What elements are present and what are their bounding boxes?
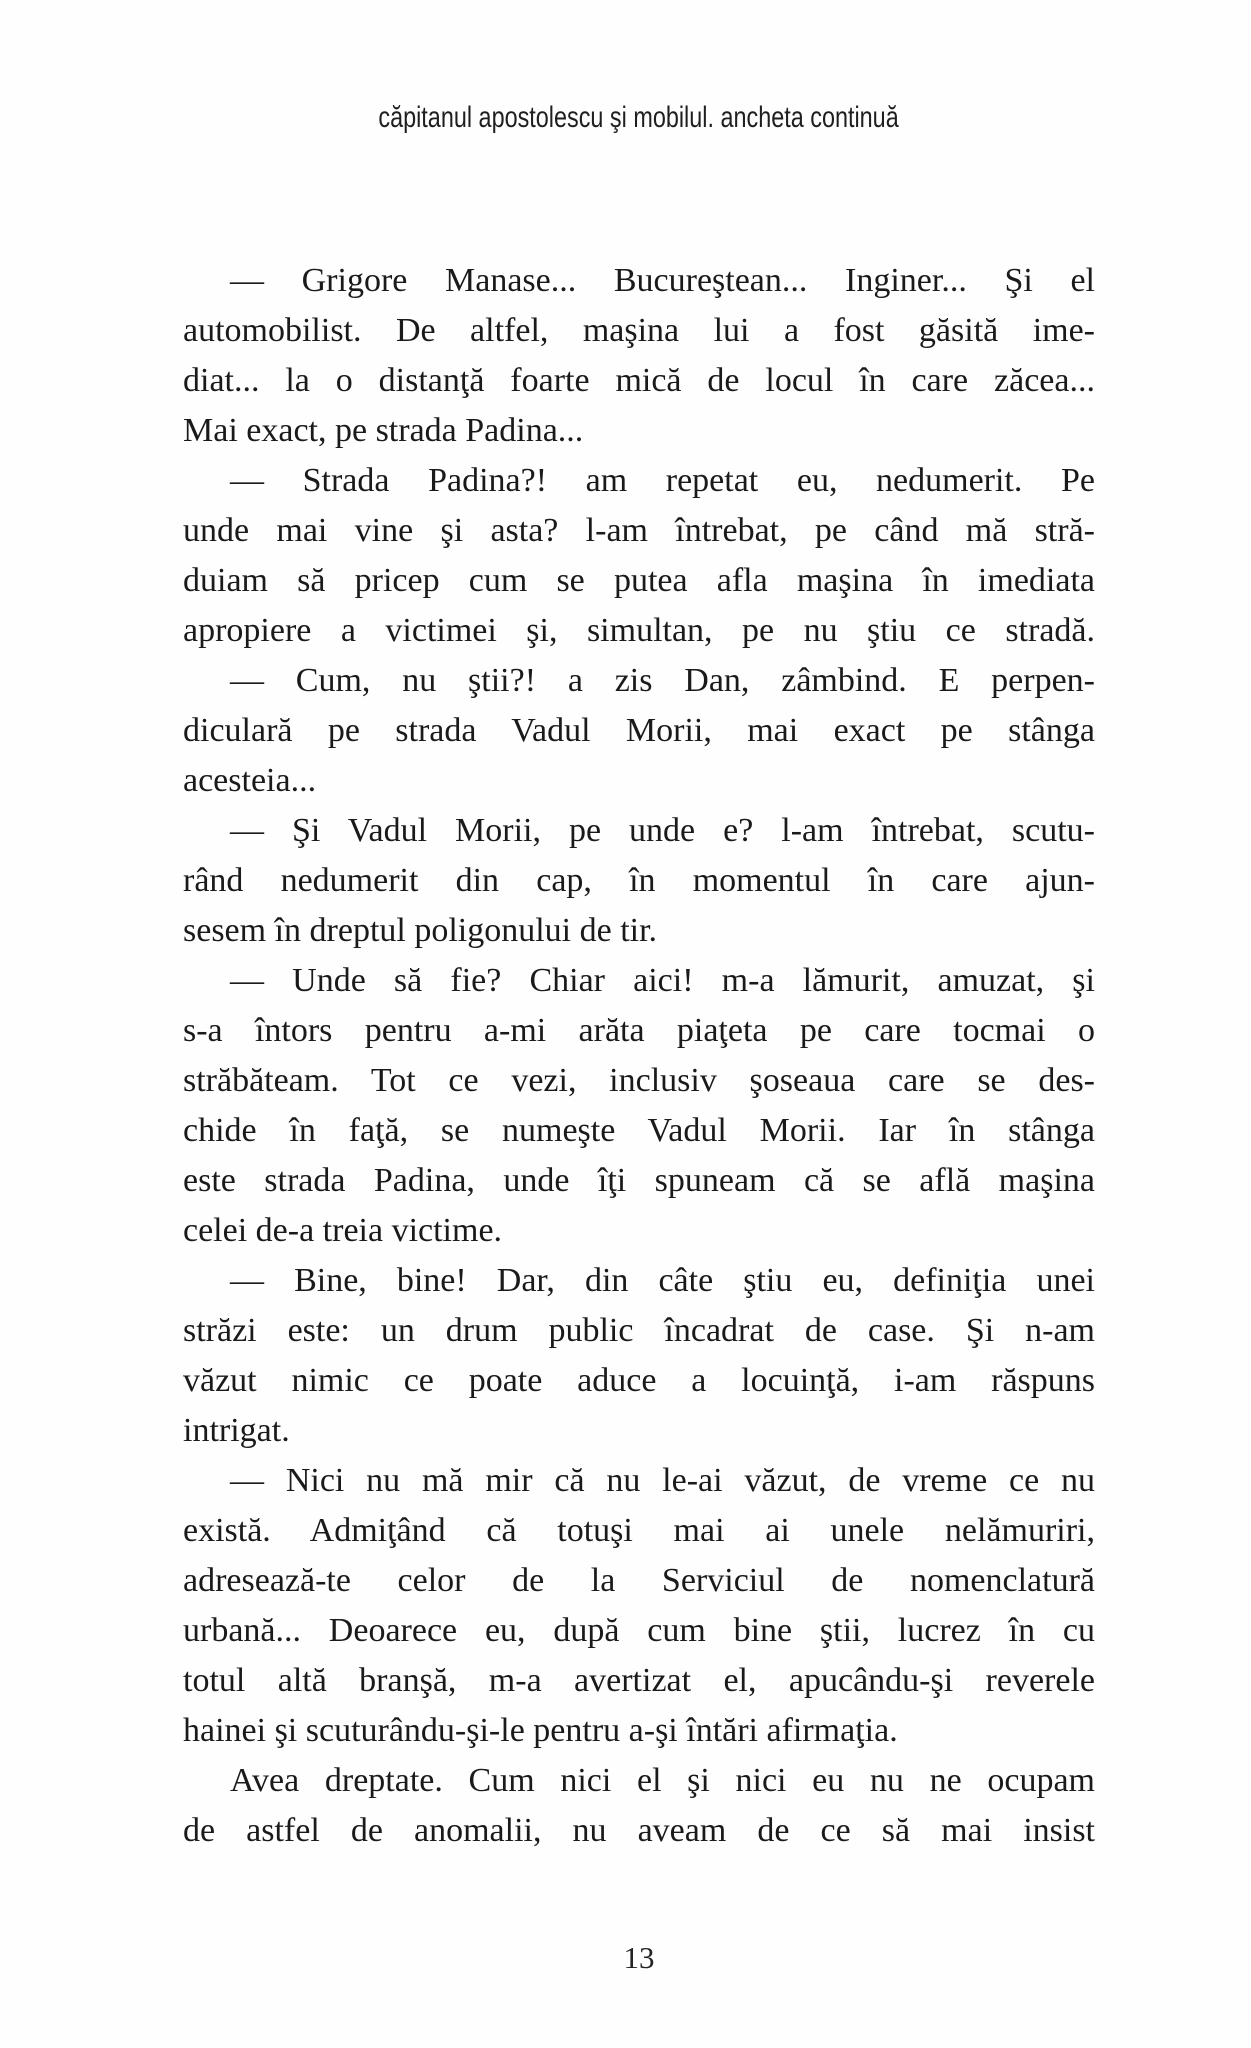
text-line: apropiere a victimei şi, simultan, pe nu ştiu ce stradă. <box>183 612 1095 649</box>
paragraph <box>183 456 1095 656</box>
running-header <box>183 100 1095 136</box>
paragraph <box>183 1756 1095 1856</box>
text-line: s-a întors pentru a-mi arăta piaţeta pe care tocmai o <box>183 1012 1095 1049</box>
text-line: hainei şi scuturându-şi-le pentru a-şi întări afirmaţia. <box>183 1712 898 1749</box>
text-line: — Grigore Manase... Bucureştean... Inginer... Şi el <box>230 262 1095 299</box>
text-line: sesem în dreptul poligonului de tir. <box>183 912 658 949</box>
text-line: — Unde să fie? Chiar aici! m-a lămurit, amuzat, şi <box>230 962 1095 999</box>
text-line: totul altă branşă, m-a avertizat el, apucându-şi reverele <box>183 1662 1095 1699</box>
text-line: diat... la o distanţă foarte mică de locul în care zăcea... <box>183 362 1095 399</box>
text-line: Avea dreptate. Cum nici el şi nici eu nu ne ocupam <box>230 1762 1095 1799</box>
text-line: străzi este: un drum public încadrat de case. Şi n-am <box>183 1312 1095 1349</box>
text-line: unde mai vine şi asta? l-am întrebat, pe când mă stră- <box>183 512 1095 549</box>
running-header-text: căpitanul apostolescu şi mobilul. ancheta continuă <box>378 101 900 134</box>
text-line: — Cum, nu ştii?! a zis Dan, zâmbind. E perpen- <box>230 662 1095 699</box>
text-line: rând nedumerit din cap, în momentul în care ajun- <box>183 862 1095 899</box>
paragraph <box>183 956 1095 1256</box>
text-line: duiam să pricep cum se putea afla maşina în imediata <box>183 562 1095 599</box>
text-line: văzut nimic ce poate aduce a locuinţă, i-am răspuns <box>183 1362 1095 1399</box>
text-line: este strada Padina, unde îţi spuneam că se află maşina <box>183 1162 1095 1199</box>
text-line: Mai exact, pe strada Padina... <box>183 412 584 449</box>
text-line: celei de-a treia victime. <box>183 1212 503 1249</box>
paragraph <box>183 1256 1095 1456</box>
text-line: străbăteam. Tot ce vezi, inclusiv şoseaua care se des- <box>183 1062 1095 1099</box>
text-line: — Strada Padina?! am repetat eu, nedumerit. Pe <box>230 462 1095 499</box>
text-line: — Bine, bine! Dar, din câte ştiu eu, definiţia unei <box>230 1262 1095 1299</box>
page-number: 13 <box>623 1940 655 1975</box>
text-line: de astfel de anomalii, nu aveam de ce să mai insist <box>183 1812 1095 1849</box>
page-body <box>183 256 1095 1856</box>
text-line: chide în faţă, se numeşte Vadul Morii. Iar în stânga <box>183 1112 1095 1149</box>
text-line: — Şi Vadul Morii, pe unde e? l-am întrebat, scutu- <box>230 812 1095 849</box>
paragraph <box>183 656 1095 806</box>
text-line: automobilist. De altfel, maşina lui a fost găsită ime- <box>183 312 1095 349</box>
text-line: acesteia... <box>183 762 317 799</box>
text-line: adresează-te celor de la Serviciul de nomenclatură <box>183 1562 1095 1599</box>
text-line: — Nici nu mă mir că nu le-ai văzut, de vreme ce nu <box>230 1462 1095 1499</box>
text-line: diculară pe strada Vadul Morii, mai exact pe stânga <box>183 712 1095 749</box>
paragraph <box>183 806 1095 956</box>
paragraph <box>183 1456 1095 1756</box>
text-line: urbană... Deoarece eu, după cum bine ştii, lucrez în cu <box>183 1612 1095 1649</box>
text-line: intrigat. <box>183 1412 290 1449</box>
paragraph <box>183 256 1095 456</box>
text-line: există. Admiţând că totuşi mai ai unele nelămuriri, <box>183 1512 1095 1549</box>
